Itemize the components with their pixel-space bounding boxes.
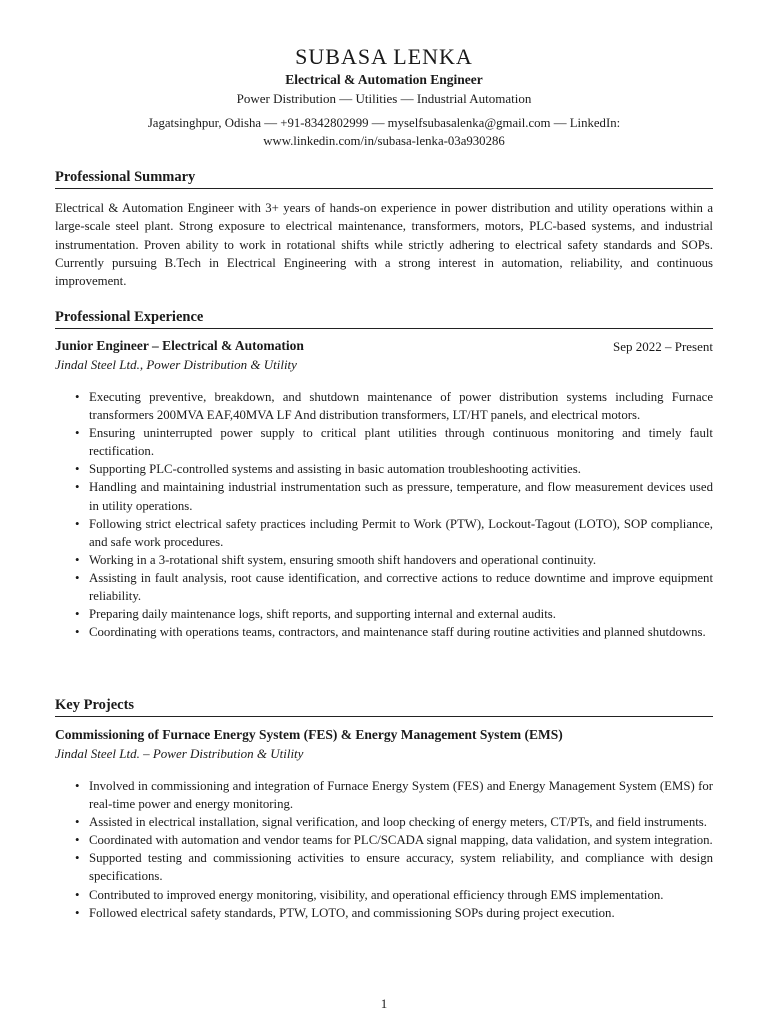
list-item: • Working in a 3-rotational shift system, ensuring smooth shift handovers and operational continuity.: [55, 551, 713, 569]
bullet-icon: •: [75, 815, 80, 830]
bullet-icon: •: [75, 516, 80, 531]
summary-heading: Professional Summary: [55, 169, 713, 189]
list-item: • Executing preventive, breakdown, and shutdown maintenance of power distribution systems including Furnace transformers 200MVA EAF,40MVA LF And distribution transformers, LT/HT panels, and electrical motors.: [75, 390, 713, 423]
list-item: • Contributed to improved energy monitoring, visibility, and operational efficiency through EMS implementation.: [55, 886, 713, 904]
bullet-icon: •: [75, 851, 80, 866]
job-organization: Jindal Steel Ltd., Power Distribution & Utility: [55, 357, 297, 372]
candidate-title: Electrical & Automation Engineer: [285, 72, 483, 87]
linkedin-url[interactable]: www.linkedin.com/in/subasa-lenka-03a930286: [263, 134, 505, 148]
contact-info: [55, 114, 713, 150]
bullet-icon: •: [75, 426, 80, 441]
bullet-icon: •: [75, 552, 80, 567]
list-item: • Involved in commissioning and integration of Furnace Energy System (FES) and Energy Management System (EMS) for real-time power and energy monitoring.: [75, 779, 713, 812]
experience-heading: Professional Experience: [55, 309, 713, 329]
bullet-icon: •: [75, 390, 80, 404]
candidate-specialties: Power Distribution — Utilities — Industrial Automation: [236, 91, 532, 106]
page-number: 1: [380, 996, 388, 1011]
list-item: • Coordinating with operations teams, contractors, and maintenance staff during routine activities and planned shutdowns.: [55, 623, 713, 641]
bullet-icon: •: [75, 779, 80, 793]
project-title: Commissioning of Furnace Energy System (FES) & Energy Management System (EMS): [55, 727, 563, 742]
list-item: • Following strict electrical safety practices including Permit to Work (PTW), Lockout-Tagout (LOTO), SOP compliance, and safe work procedures.: [75, 516, 713, 549]
summary-text: Electrical & Automation Engineer with 3+ years of hands-on experience in power distribution and utility operations within a large-scale steel plant. Strong exposure to electrical maintenance, transformers, motors, PLC-based systems, and industrial instrumentation. Proven ability to work in rotational shifts while strictly adhering to electrical safety standards and SOPs. Currently pursuing B.Tech in Electrical Engineering with a strong interest in automation, reliability, and continuous improvement.: [55, 201, 713, 289]
contact-line-1: Jagatsinghpur, Odisha — +91-8342802999 — myselfsubasalenka@gmail.com — LinkedIn:: [147, 116, 621, 130]
list-item: • Followed electrical safety standards, PTW, LOTO, and commissioning SOPs during project execution.: [55, 904, 713, 922]
bullet-icon: •: [75, 833, 80, 848]
list-item: • Preparing daily maintenance logs, shift reports, and supporting internal and external audits.: [55, 605, 713, 623]
projects-heading: Key Projects: [55, 697, 713, 717]
list-item: • Handling and maintaining industrial instrumentation such as pressure, temperature, and flow measurement devices used in utility operations.: [75, 480, 713, 513]
bullet-icon: •: [75, 905, 80, 920]
bullet-icon: •: [75, 570, 80, 585]
experience-bullet-list: [55, 388, 713, 641]
list-item: • Assisting in fault analysis, root cause identification, and corrective actions to reduce downtime and improve equipment reliability.: [75, 570, 713, 604]
project-bullet-list: [55, 777, 713, 922]
project-organization: Jindal Steel Ltd. – Power Distribution & Utility: [55, 746, 304, 761]
bullet-icon: •: [75, 607, 80, 622]
job-date: Sep 2022 – Present: [612, 339, 713, 354]
list-item: • Coordinated with automation and vendor teams for PLC/SCADA signal mapping, data validation, and system integration.: [55, 831, 713, 849]
job-role: Junior Engineer – Electrical & Automation: [55, 338, 304, 353]
bullet-icon: •: [75, 887, 80, 902]
list-item: • Assisted in electrical installation, signal verification, and loop checking of energy meters, CT/PTs, and field instruments.: [55, 813, 713, 831]
list-item: • Supporting PLC-controlled systems and assisting in basic automation troubleshooting activities.: [55, 460, 713, 478]
candidate-name: SUBASA LENKA: [295, 44, 473, 69]
bullet-icon: •: [75, 625, 80, 640]
bullet-icon: •: [75, 462, 80, 477]
list-item: • Ensuring uninterrupted power supply to critical plant utilities through continuous monitoring and timely fault rectification.: [75, 426, 713, 459]
list-item: • Supported testing and commissioning activities to ensure accuracy, system reliability, and compliance with design specifications.: [75, 851, 713, 884]
bullet-icon: •: [75, 480, 80, 495]
